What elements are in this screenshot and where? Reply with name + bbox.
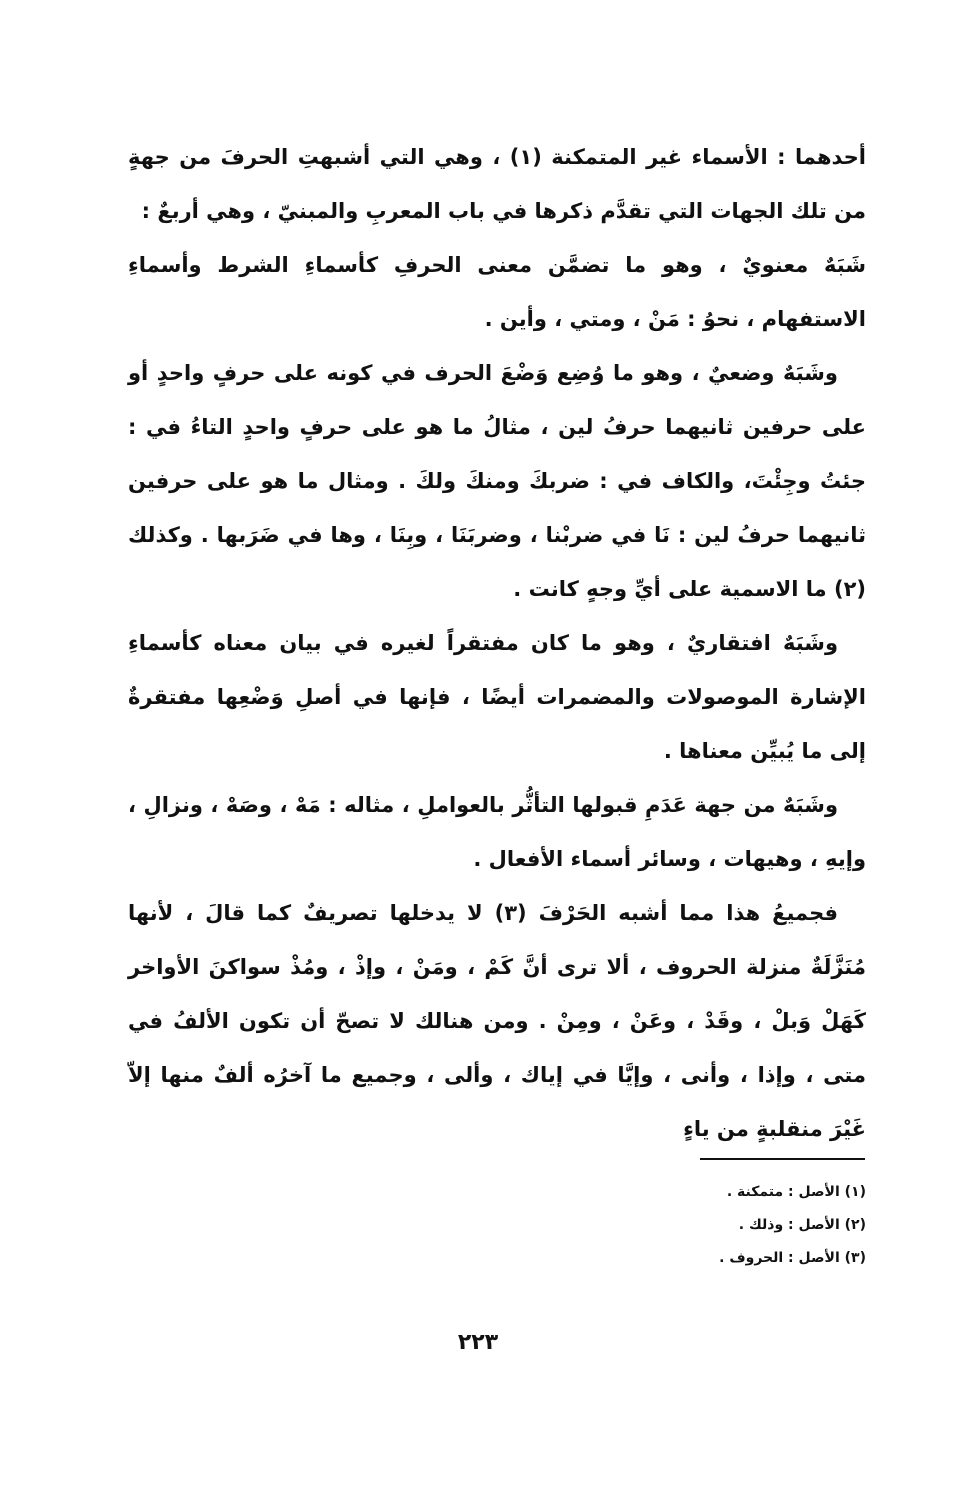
paragraph-1: أحدهما : الأسماء غير المتمكنة (١) ، وهي التي أشبهتِ الحرفَ من جهةٍ من تلك الجهات التي تقدَّم ذكرها في باب المعربِ والمبنيّ ، وهي أربعٌ : xyxy=(128,145,866,223)
paragraph-6: فجميعُ هذا مما أشبه الحَرْفَ (٣) لا يدخلها تصريفٌ كما قالَ ، لأنها مُنَزَّلَةٌ منزلة الحروف ، ألا ترى أنَّ كَمْ ، ومَنْ ، وإذْ ، ومُذْ سواكنَ الأواخر كَهَلْ وَبلْ ، وقَدْ ، وعَنْ ، ومِنْ . ومن هنالك لا تصحّ أن تكون الألفُ في متى ، وإذا ، وأنى ، وإيَّا في إياك ، وألى ، وجميع ما آخرُه ألفٌ منها إلاّ غَيْرَ منقلبةٍ من ياءٍ xyxy=(128,901,866,1141)
paragraph-4: وشَبَهٌ افتقاريٌ ، وهو ما كان مفتقراً لغيره في بيان معناه كأسماءِ الإشارة الموصولات والمضمرات أيضًا ، فإنها في أصلِ وَضْعِها مفتقرةٌ إلى ما يُبيِّن معناها . xyxy=(128,631,866,763)
footnote-1: (١) الأصل : متمكنة . xyxy=(726,1184,866,1200)
footnote-3: (٣) الأصل : الحروف . xyxy=(719,1250,866,1266)
paragraph-5: وشَبَهٌ من جهة عَدَمِ قبولها التأثُّر بالعواملِ ، مثاله : مَهْ ، وصَهْ ، ونزالِ ، وإيهِ ، وهيهات ، وسائر أسماء الأفعال . xyxy=(128,793,866,871)
footnote-2: (٢) الأصل : وذلك . xyxy=(738,1217,866,1233)
footnotes xyxy=(500,1176,866,1275)
paragraph-2: شَبَهٌ معنويٌ ، وهو ما تضمَّن معنى الحرفِ كأسماءِ الشرط وأسماءِ الاستفهام ، نحوُ : مَنْ ، ومتي ، وأين . xyxy=(128,253,866,331)
page-number: ٢٢٣ xyxy=(457,1330,499,1355)
main-text xyxy=(128,130,866,1156)
footnote-divider xyxy=(700,1158,865,1160)
paragraph-3: وشَبَهٌ وضعيٌ ، وهو ما وُضِع وَضْعَ الحرف في كونه على حرفٍ واحدٍ أو على حرفين ثانيهما حرفُ لين ، مثالُ ما هو على حرفٍ واحدٍ التاءُ في : جئتُ وجِئْتَ، والكاف في : ضربكَ ومنكَ ولكَ . ومثال ما هو على حرفين ثانيهما حرفُ لين : نَا في ضربْنا ، وضربَنَا ، وبِنَا ، وها في ضَرَبها . وكذلك (٢) ما الاسمية على أيِّ وجهٍ كانت . xyxy=(128,361,866,601)
